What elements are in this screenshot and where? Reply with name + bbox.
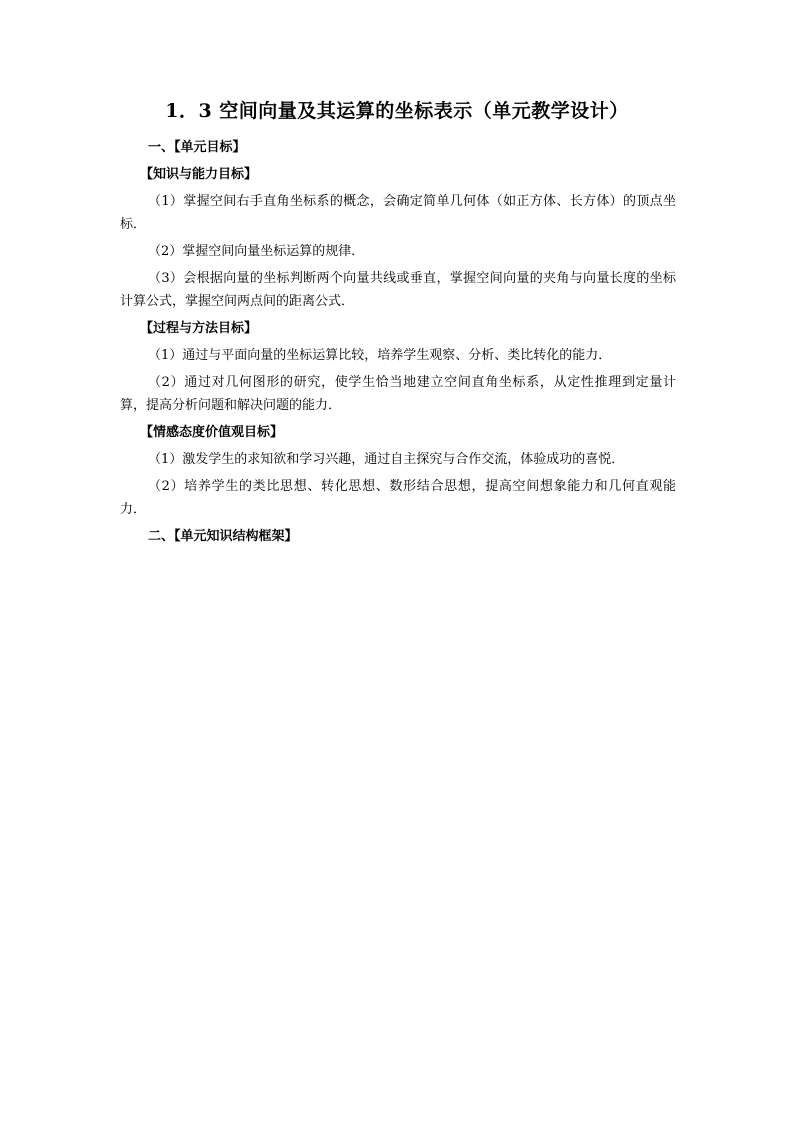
document-body bbox=[120, 136, 676, 552]
process-item-1: （1）通过与平面向量的坐标运算比较，培养学生观察、分析、类比转化的能力． bbox=[148, 348, 612, 363]
knowledge-ability-heading: 【知识与能力目标】 bbox=[140, 167, 258, 182]
knowledge-item-1: （1）掌握空间右手直角坐标系的概念，会确定简单几何体（如正方体、长方体）的顶点坐标． bbox=[120, 194, 676, 232]
knowledge-framework-heading: 二、【单元知识结构框架】 bbox=[148, 529, 298, 544]
unit-goals-heading: 一、【单元目标】 bbox=[148, 140, 246, 155]
knowledge-item-3: （3）会根据向量的坐标判断两个向量共线或垂直，掌握空间向量的夹角与向量长度的坐标计算公式，掌握空间两点间的距离公式． bbox=[120, 271, 676, 309]
emotion-values-heading: 【情感态度价值观目标】 bbox=[140, 425, 284, 440]
emotion-item-2: （2）培养学生的类比思想、转化思想、数形结合思想，提高空间想象能力和几何直观能力． bbox=[120, 479, 676, 517]
emotion-item-1: （1）激发学生的求知欲和学习兴趣，通过自主探究与合作交流，体验成功的喜悦． bbox=[148, 452, 625, 467]
knowledge-item-2: （2）掌握空间向量坐标运算的规律． bbox=[148, 244, 365, 259]
process-method-heading: 【过程与方法目标】 bbox=[140, 321, 258, 336]
document-title: 1．3 空间向量及其运算的坐标表示（单元教学设计） bbox=[165, 100, 629, 122]
process-item-2: （2）通过对几何图形的研究，使学生恰当地建立空间直角坐标系，从定性推理到定量计算，提高分析问题和解决问题的能力． bbox=[120, 375, 676, 413]
